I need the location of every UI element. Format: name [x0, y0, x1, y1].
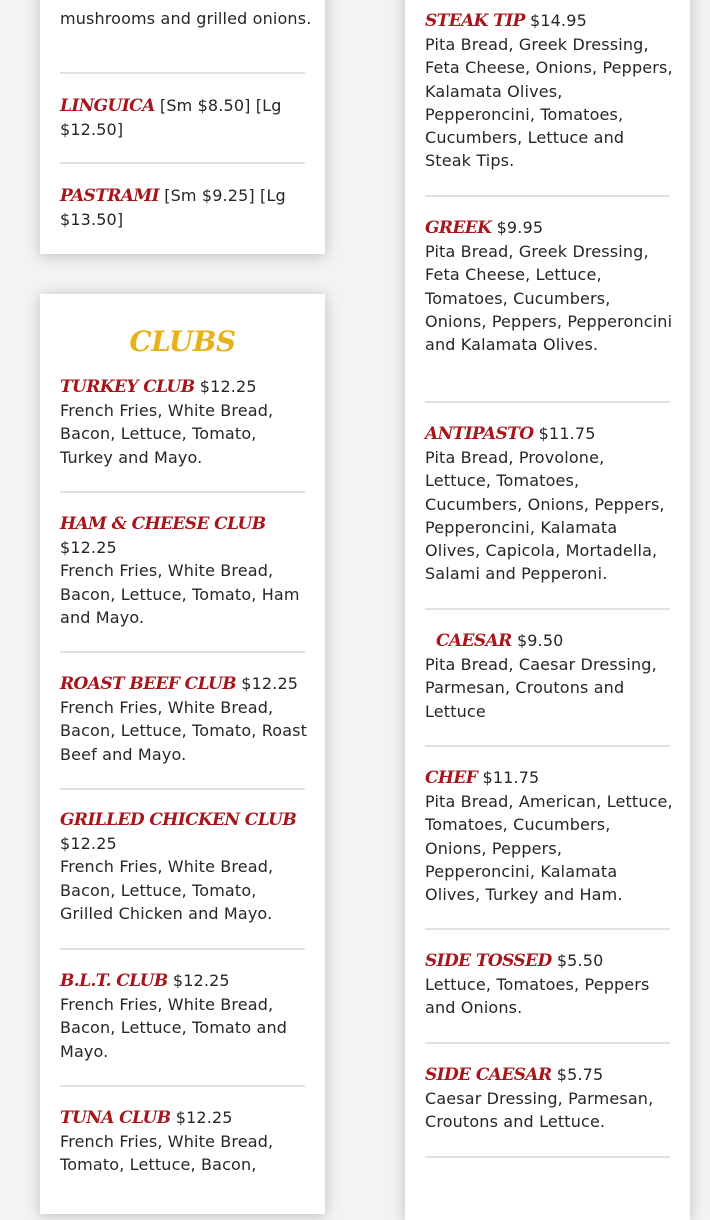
menu-item-name: CAESAR [436, 631, 512, 651]
menu-item-price: $9.50 [516, 631, 564, 650]
menu-item-price: $11.75 [482, 768, 540, 787]
menu-item-description: Caesar Dressing, Parmesan, Croutons and Lettuce. [425, 1089, 654, 1132]
menu-item-price: [Sm $8.50] [Lg $12.50] [60, 96, 282, 140]
menu-item [60, 512, 312, 629]
menu-item-name: TUNA CLUB [60, 1108, 171, 1128]
menu-item-price: $12.25 [60, 538, 117, 558]
menu-item [425, 629, 675, 723]
divider [425, 608, 670, 610]
divider [60, 651, 305, 653]
menu-item-price: $5.75 [556, 1065, 604, 1084]
menu-item [60, 969, 312, 1063]
menu-item-description: Pita Bread, Provolone, Lettuce, Tomatoes, Cucumbers, Onions, Peppers, Pepperoncini, Kalamata Olives, Capicola, Mortadella, Salami and Pepperoni. [425, 448, 665, 584]
menu-item [425, 766, 675, 906]
menu-card-clubs [40, 294, 325, 1214]
menu-item-name: HAM & CHEESE CLUB [60, 514, 266, 534]
menu-item-name: B.L.T. CLUB [60, 971, 168, 991]
menu-item-description: French Fries, White Bread, Bacon, Lettuce, Tomato, Grilled Chicken and Mayo. [60, 857, 274, 923]
menu-item-price: $5.50 [556, 951, 604, 970]
menu-item [60, 375, 312, 469]
menu-item [60, 672, 312, 766]
menu-item [60, 94, 312, 141]
divider [425, 1156, 670, 1158]
menu-item-description: Lettuce, Tomatoes, Peppers and Onions. [425, 975, 650, 1018]
menu-item-price: $9.95 [496, 218, 544, 237]
menu-item-description: Pita Bread, Greek Dressing, Feta Cheese, Lettuce, Tomatoes, Cucumbers, Onions, Peppers, Pepperoncini and Kalamata Olives. [425, 242, 673, 355]
menu-item-description: French Fries, White Bread, Bacon, Lettuce, Tomato, Ham and Mayo. [60, 561, 300, 627]
menu-item-description: French Fries, White Bread, Bacon, Lettuce, Tomato, Roast Beef and Mayo. [60, 698, 308, 764]
menu-item-description: Pita Bread, Greek Dressing, Feta Cheese, Onions, Peppers, Kalamata Olives, Pepperoncini, Tomatoes, Cucumbers, Lettuce and Steak Tips. [425, 35, 673, 171]
divider [60, 162, 305, 164]
divider [60, 948, 305, 950]
divider [60, 1085, 305, 1087]
menu-item-name: GRILLED CHICKEN CLUB [60, 810, 297, 830]
divider [60, 72, 305, 74]
menu-card-sandwiches [40, 0, 325, 254]
menu-item [60, 1106, 312, 1177]
menu-item-description: French Fries, White Bread, Tomato, Lettuce, Bacon, [60, 1132, 274, 1175]
section-title: CLUBS [129, 325, 236, 358]
divider [425, 928, 670, 930]
menu-item-partial [60, 7, 312, 30]
divider [425, 1042, 670, 1044]
menu-item-description: French Fries, White Bread, Bacon, Lettuce, Tomato and Mayo. [60, 995, 288, 1061]
menu-item-name: SIDE CAESAR [425, 1065, 552, 1085]
menu-item-name: STEAK TIP [425, 11, 525, 31]
menu-item-price: $11.75 [538, 424, 596, 443]
menu-item [60, 184, 312, 231]
menu-item-name: ROAST BEEF CLUB [60, 674, 236, 694]
menu-item-price: [Sm $9.25] [Lg $13.50] [60, 186, 286, 230]
menu-card-salads [405, 0, 690, 1220]
menu-item [425, 949, 675, 1020]
menu-item-price: $12.25 [172, 971, 230, 990]
menu-item-name: PASTRAMI [60, 186, 159, 206]
menu-item-name: CHEF [425, 768, 478, 788]
menu-item [60, 809, 312, 925]
menu-item-price: $12.25 [241, 674, 299, 693]
menu-item-name: LINGUICA [60, 96, 155, 116]
menu-item-description: Pita Bread, Caesar Dressing, Parmesan, Croutons and Lettuce [425, 655, 657, 721]
menu-item [425, 422, 675, 585]
menu-item [425, 9, 675, 172]
menu-item [425, 216, 675, 356]
divider [425, 745, 670, 747]
divider [425, 195, 670, 197]
menu-item-name: SIDE TOSSED [425, 951, 552, 971]
menu-item [425, 1063, 675, 1134]
menu-item-price: $12.25 [175, 1108, 233, 1127]
menu-item-price: $12.25 [199, 377, 257, 396]
divider [425, 401, 670, 403]
divider [60, 788, 305, 790]
menu-item-price: $12.25 [60, 834, 117, 854]
menu-item-description: French Fries, White Bread, Bacon, Lettuce, Tomato, Turkey and Mayo. [60, 401, 274, 467]
menu-item-name: TURKEY CLUB [60, 377, 195, 397]
menu-item-description: mushrooms and grilled onions. [60, 9, 312, 28]
menu-item-price: $14.95 [530, 11, 587, 30]
menu-item-name: ANTIPASTO [425, 424, 534, 444]
divider [60, 491, 305, 493]
menu-item-name: GREEK [425, 218, 492, 238]
menu-item-description: Pita Bread, American, Lettuce, Tomatoes, Cucumbers, Onions, Peppers, Pepperoncini, Kalamata Olives, Turkey and Ham. [425, 792, 673, 905]
